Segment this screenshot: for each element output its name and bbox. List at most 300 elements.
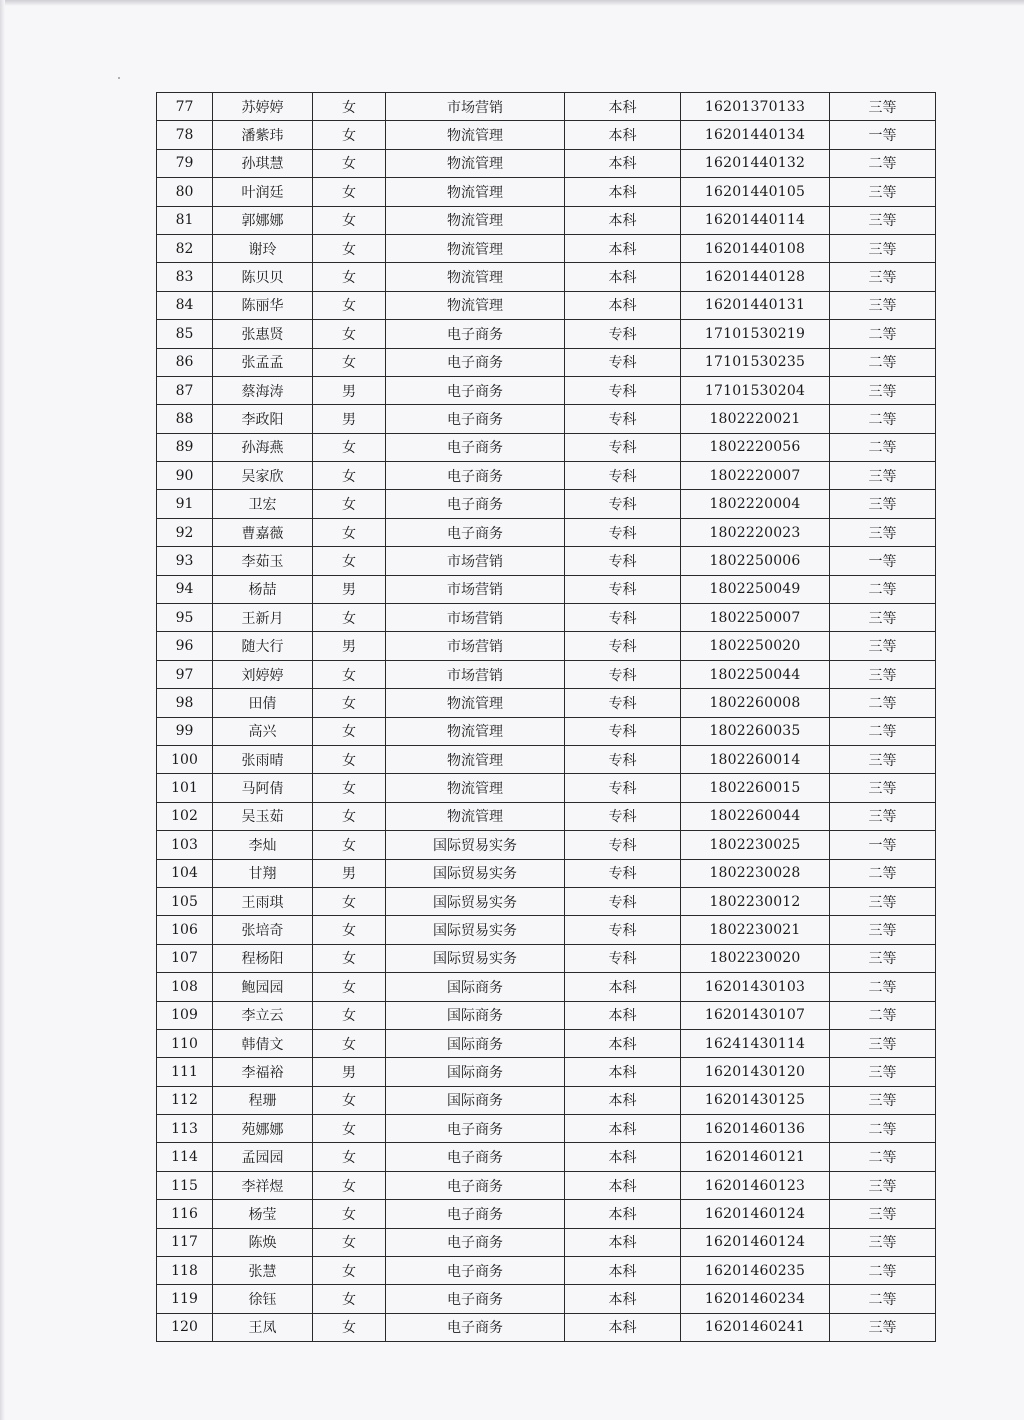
education-level-cell: 本科 — [565, 1313, 681, 1341]
award-level-cell: 三等 — [830, 604, 936, 632]
gender-cell: 女 — [313, 206, 386, 234]
student-id-cell: 1802220056 — [681, 433, 830, 461]
award-level-cell: 二等 — [830, 149, 936, 177]
education-level-cell: 本科 — [565, 1171, 681, 1199]
education-level-cell: 本科 — [565, 1001, 681, 1029]
student-id-cell: 16201460241 — [681, 1313, 830, 1341]
education-level-cell: 专科 — [565, 916, 681, 944]
major-cell: 物流管理 — [386, 291, 565, 319]
student-id-cell: 16201440132 — [681, 149, 830, 177]
education-level-cell: 专科 — [565, 944, 681, 972]
student-id-cell: 1802230021 — [681, 916, 830, 944]
row-number-cell: 85 — [157, 320, 213, 348]
award-level-cell: 二等 — [830, 1143, 936, 1171]
award-level-cell: 三等 — [830, 632, 936, 660]
student-name-cell: 孙海燕 — [213, 433, 313, 461]
gender-cell: 女 — [313, 660, 386, 688]
table-row — [157, 405, 936, 433]
student-id-cell: 1802250049 — [681, 575, 830, 603]
student-id-cell: 16201440131 — [681, 291, 830, 319]
award-level-cell: 二等 — [830, 348, 936, 376]
student-name-cell: 苑娜娜 — [213, 1115, 313, 1143]
award-level-cell: 二等 — [830, 405, 936, 433]
gender-cell: 女 — [313, 1115, 386, 1143]
major-cell: 市场营销 — [386, 632, 565, 660]
education-level-cell: 本科 — [565, 1285, 681, 1313]
table-row — [157, 149, 936, 177]
student-name-cell: 卫宏 — [213, 490, 313, 518]
row-number-cell: 92 — [157, 518, 213, 546]
gender-cell: 女 — [313, 774, 386, 802]
award-level-cell: 三等 — [830, 376, 936, 404]
major-cell: 电子商务 — [386, 1171, 565, 1199]
scan-speck — [118, 77, 120, 79]
award-level-cell: 三等 — [830, 490, 936, 518]
table-row — [157, 916, 936, 944]
award-level-cell: 三等 — [830, 745, 936, 773]
row-number-cell: 79 — [157, 149, 213, 177]
award-level-cell: 三等 — [830, 1313, 936, 1341]
student-id-cell: 1802250007 — [681, 604, 830, 632]
education-level-cell: 专科 — [565, 774, 681, 802]
education-level-cell: 专科 — [565, 887, 681, 915]
award-level-cell: 一等 — [830, 547, 936, 575]
row-number-cell: 101 — [157, 774, 213, 802]
student-name-cell: 程珊 — [213, 1086, 313, 1114]
award-level-cell: 二等 — [830, 320, 936, 348]
student-name-cell: 谢玲 — [213, 234, 313, 262]
row-number-cell: 116 — [157, 1200, 213, 1228]
student-name-cell: 李福裕 — [213, 1058, 313, 1086]
gender-cell: 女 — [313, 1228, 386, 1256]
row-number-cell: 93 — [157, 547, 213, 575]
education-level-cell: 专科 — [565, 320, 681, 348]
row-number-cell: 106 — [157, 916, 213, 944]
student-name-cell: 李灿 — [213, 831, 313, 859]
gender-cell: 女 — [313, 1086, 386, 1114]
gender-cell: 女 — [313, 121, 386, 149]
award-level-cell: 二等 — [830, 973, 936, 1001]
row-number-cell: 96 — [157, 632, 213, 660]
student-id-cell: 1802220007 — [681, 462, 830, 490]
award-level-cell: 三等 — [830, 916, 936, 944]
student-name-cell: 甘翔 — [213, 859, 313, 887]
row-number-cell: 84 — [157, 291, 213, 319]
gender-cell: 男 — [313, 405, 386, 433]
major-cell: 物流管理 — [386, 774, 565, 802]
gender-cell: 男 — [313, 376, 386, 404]
gender-cell: 女 — [313, 1171, 386, 1199]
award-level-cell: 二等 — [830, 575, 936, 603]
row-number-cell: 98 — [157, 689, 213, 717]
education-level-cell: 本科 — [565, 1058, 681, 1086]
major-cell: 电子商务 — [386, 1143, 565, 1171]
row-number-cell: 87 — [157, 376, 213, 404]
student-id-cell: 16201440128 — [681, 263, 830, 291]
row-number-cell: 104 — [157, 859, 213, 887]
education-level-cell: 专科 — [565, 859, 681, 887]
student-name-cell: 刘婷婷 — [213, 660, 313, 688]
student-id-cell: 16201440114 — [681, 206, 830, 234]
student-name-cell: 李立云 — [213, 1001, 313, 1029]
award-level-cell: 三等 — [830, 802, 936, 830]
education-level-cell: 本科 — [565, 234, 681, 262]
education-level-cell: 本科 — [565, 1200, 681, 1228]
gender-cell: 女 — [313, 518, 386, 546]
row-number-cell: 114 — [157, 1143, 213, 1171]
major-cell: 国际贸易实务 — [386, 859, 565, 887]
gender-cell: 女 — [313, 944, 386, 972]
table-row — [157, 433, 936, 461]
education-level-cell: 专科 — [565, 604, 681, 632]
gender-cell: 女 — [313, 1143, 386, 1171]
gender-cell: 女 — [313, 234, 386, 262]
gender-cell: 女 — [313, 916, 386, 944]
gender-cell: 女 — [313, 973, 386, 1001]
table-row — [157, 263, 936, 291]
table-row — [157, 660, 936, 688]
education-level-cell: 专科 — [565, 575, 681, 603]
student-name-cell: 杨喆 — [213, 575, 313, 603]
major-cell: 电子商务 — [386, 1228, 565, 1256]
award-level-cell: 三等 — [830, 234, 936, 262]
student-id-cell: 1802260008 — [681, 689, 830, 717]
table-row — [157, 547, 936, 575]
row-number-cell: 89 — [157, 433, 213, 461]
major-cell: 市场营销 — [386, 547, 565, 575]
table-row — [157, 887, 936, 915]
table-row — [157, 1171, 936, 1199]
gender-cell: 女 — [313, 604, 386, 632]
education-level-cell: 专科 — [565, 831, 681, 859]
major-cell: 国际商务 — [386, 1086, 565, 1114]
student-name-cell: 陈贝贝 — [213, 263, 313, 291]
gender-cell: 女 — [313, 462, 386, 490]
table-row — [157, 206, 936, 234]
student-id-cell: 16201460235 — [681, 1257, 830, 1285]
education-level-cell: 专科 — [565, 547, 681, 575]
table-row — [157, 1058, 936, 1086]
scan-edge-left — [0, 0, 5, 1420]
major-cell: 电子商务 — [386, 1285, 565, 1313]
major-cell: 国际贸易实务 — [386, 887, 565, 915]
education-level-cell: 专科 — [565, 405, 681, 433]
major-cell: 国际贸易实务 — [386, 916, 565, 944]
major-cell: 国际商务 — [386, 1029, 565, 1057]
student-id-cell: 16201460123 — [681, 1171, 830, 1199]
student-id-cell: 1802220023 — [681, 518, 830, 546]
student-id-cell: 1802260044 — [681, 802, 830, 830]
student-id-cell: 1802230028 — [681, 859, 830, 887]
major-cell: 物流管理 — [386, 745, 565, 773]
gender-cell: 女 — [313, 320, 386, 348]
award-level-cell: 三等 — [830, 944, 936, 972]
major-cell: 物流管理 — [386, 689, 565, 717]
student-name-cell: 潘紫玮 — [213, 121, 313, 149]
table-row — [157, 1257, 936, 1285]
student-id-cell: 16201460124 — [681, 1200, 830, 1228]
student-name-cell: 随大行 — [213, 632, 313, 660]
student-id-cell: 1802260014 — [681, 745, 830, 773]
major-cell: 物流管理 — [386, 263, 565, 291]
education-level-cell: 本科 — [565, 178, 681, 206]
major-cell: 电子商务 — [386, 518, 565, 546]
education-level-cell: 专科 — [565, 745, 681, 773]
table-row — [157, 831, 936, 859]
table-row — [157, 944, 936, 972]
row-number-cell: 86 — [157, 348, 213, 376]
award-roster-table — [156, 92, 936, 1342]
student-name-cell: 张惠贤 — [213, 320, 313, 348]
major-cell: 电子商务 — [386, 433, 565, 461]
student-name-cell: 张孟孟 — [213, 348, 313, 376]
award-level-cell: 三等 — [830, 1228, 936, 1256]
award-level-cell: 三等 — [830, 887, 936, 915]
table-row — [157, 1115, 936, 1143]
gender-cell: 女 — [313, 1313, 386, 1341]
student-name-cell: 张培奇 — [213, 916, 313, 944]
student-id-cell: 16201440134 — [681, 121, 830, 149]
student-name-cell: 蔡海涛 — [213, 376, 313, 404]
row-number-cell: 78 — [157, 121, 213, 149]
education-level-cell: 专科 — [565, 433, 681, 461]
award-level-cell: 三等 — [830, 178, 936, 206]
award-level-cell: 一等 — [830, 121, 936, 149]
student-id-cell: 17101530235 — [681, 348, 830, 376]
gender-cell: 女 — [313, 149, 386, 177]
row-number-cell: 81 — [157, 206, 213, 234]
student-id-cell: 1802230020 — [681, 944, 830, 972]
student-name-cell: 吴玉茹 — [213, 802, 313, 830]
table-row — [157, 1143, 936, 1171]
education-level-cell: 本科 — [565, 1257, 681, 1285]
gender-cell: 男 — [313, 632, 386, 660]
gender-cell: 女 — [313, 745, 386, 773]
row-number-cell: 97 — [157, 660, 213, 688]
student-id-cell: 16201460124 — [681, 1228, 830, 1256]
gender-cell: 女 — [313, 802, 386, 830]
award-level-cell: 二等 — [830, 859, 936, 887]
gender-cell: 女 — [313, 263, 386, 291]
education-level-cell: 本科 — [565, 1228, 681, 1256]
gender-cell: 女 — [313, 348, 386, 376]
row-number-cell: 113 — [157, 1115, 213, 1143]
award-level-cell: 二等 — [830, 1257, 936, 1285]
student-id-cell: 16241430114 — [681, 1029, 830, 1057]
table-row — [157, 291, 936, 319]
student-name-cell: 张雨晴 — [213, 745, 313, 773]
major-cell: 电子商务 — [386, 1257, 565, 1285]
table-row — [157, 973, 936, 1001]
table-row — [157, 859, 936, 887]
row-number-cell: 103 — [157, 831, 213, 859]
table-row — [157, 348, 936, 376]
gender-cell: 女 — [313, 93, 386, 121]
table-row — [157, 802, 936, 830]
table-row — [157, 1228, 936, 1256]
gender-cell: 男 — [313, 859, 386, 887]
gender-cell: 女 — [313, 1257, 386, 1285]
row-number-cell: 94 — [157, 575, 213, 603]
major-cell: 市场营销 — [386, 93, 565, 121]
gender-cell: 女 — [313, 717, 386, 745]
table-row — [157, 178, 936, 206]
student-id-cell: 1802230012 — [681, 887, 830, 915]
student-name-cell: 马阿倩 — [213, 774, 313, 802]
table-row — [157, 1001, 936, 1029]
education-level-cell: 本科 — [565, 1086, 681, 1114]
education-level-cell: 专科 — [565, 376, 681, 404]
row-number-cell: 120 — [157, 1313, 213, 1341]
row-number-cell: 80 — [157, 178, 213, 206]
table-row — [157, 632, 936, 660]
row-number-cell: 109 — [157, 1001, 213, 1029]
row-number-cell: 90 — [157, 462, 213, 490]
gender-cell: 女 — [313, 291, 386, 319]
table-row — [157, 234, 936, 262]
table-row — [157, 518, 936, 546]
education-level-cell: 本科 — [565, 1115, 681, 1143]
major-cell: 电子商务 — [386, 1115, 565, 1143]
table-row — [157, 1313, 936, 1341]
table-row — [157, 575, 936, 603]
major-cell: 电子商务 — [386, 490, 565, 518]
major-cell: 市场营销 — [386, 575, 565, 603]
education-level-cell: 专科 — [565, 689, 681, 717]
major-cell: 电子商务 — [386, 1313, 565, 1341]
major-cell: 物流管理 — [386, 802, 565, 830]
award-level-cell: 二等 — [830, 1001, 936, 1029]
award-level-cell: 三等 — [830, 462, 936, 490]
education-level-cell: 专科 — [565, 462, 681, 490]
row-number-cell: 102 — [157, 802, 213, 830]
table-row — [157, 1029, 936, 1057]
student-id-cell: 1802230025 — [681, 831, 830, 859]
education-level-cell: 本科 — [565, 1143, 681, 1171]
major-cell: 国际商务 — [386, 973, 565, 1001]
student-name-cell: 鲍园园 — [213, 973, 313, 1001]
education-level-cell: 专科 — [565, 660, 681, 688]
major-cell: 物流管理 — [386, 717, 565, 745]
student-name-cell: 杨莹 — [213, 1200, 313, 1228]
award-level-cell: 一等 — [830, 831, 936, 859]
scan-edge-top — [0, 0, 1024, 6]
row-number-cell: 111 — [157, 1058, 213, 1086]
student-name-cell: 叶润廷 — [213, 178, 313, 206]
education-level-cell: 本科 — [565, 149, 681, 177]
row-number-cell: 82 — [157, 234, 213, 262]
student-id-cell: 1802250044 — [681, 660, 830, 688]
award-level-cell: 三等 — [830, 1058, 936, 1086]
table-row — [157, 1285, 936, 1313]
student-name-cell: 王凤 — [213, 1313, 313, 1341]
student-name-cell: 李政阳 — [213, 405, 313, 433]
row-number-cell: 88 — [157, 405, 213, 433]
gender-cell: 女 — [313, 1200, 386, 1228]
major-cell: 国际贸易实务 — [386, 831, 565, 859]
major-cell: 物流管理 — [386, 234, 565, 262]
student-id-cell: 16201440105 — [681, 178, 830, 206]
award-level-cell: 三等 — [830, 518, 936, 546]
major-cell: 电子商务 — [386, 1200, 565, 1228]
student-name-cell: 韩倩文 — [213, 1029, 313, 1057]
education-level-cell: 本科 — [565, 1029, 681, 1057]
award-level-cell: 二等 — [830, 689, 936, 717]
award-level-cell: 三等 — [830, 291, 936, 319]
major-cell: 市场营销 — [386, 660, 565, 688]
student-id-cell: 17101530219 — [681, 320, 830, 348]
student-id-cell: 1802260015 — [681, 774, 830, 802]
award-level-cell: 三等 — [830, 774, 936, 802]
student-name-cell: 孟园园 — [213, 1143, 313, 1171]
gender-cell: 男 — [313, 1058, 386, 1086]
major-cell: 电子商务 — [386, 320, 565, 348]
gender-cell: 男 — [313, 575, 386, 603]
student-name-cell: 郭娜娜 — [213, 206, 313, 234]
education-level-cell: 本科 — [565, 263, 681, 291]
gender-cell: 女 — [313, 490, 386, 518]
student-name-cell: 王新月 — [213, 604, 313, 632]
major-cell: 电子商务 — [386, 376, 565, 404]
award-level-cell: 三等 — [830, 206, 936, 234]
student-name-cell: 陈丽华 — [213, 291, 313, 319]
student-name-cell: 李祥煜 — [213, 1171, 313, 1199]
education-level-cell: 本科 — [565, 291, 681, 319]
student-id-cell: 16201460234 — [681, 1285, 830, 1313]
education-level-cell: 本科 — [565, 973, 681, 1001]
gender-cell: 女 — [313, 547, 386, 575]
student-id-cell: 1802250020 — [681, 632, 830, 660]
table-row — [157, 376, 936, 404]
student-id-cell: 16201460121 — [681, 1143, 830, 1171]
gender-cell: 女 — [313, 1285, 386, 1313]
row-number-cell: 118 — [157, 1257, 213, 1285]
gender-cell: 女 — [313, 831, 386, 859]
award-level-cell: 二等 — [830, 1115, 936, 1143]
row-number-cell: 99 — [157, 717, 213, 745]
major-cell: 市场营销 — [386, 604, 565, 632]
student-id-cell: 16201430125 — [681, 1086, 830, 1114]
row-number-cell: 119 — [157, 1285, 213, 1313]
student-id-cell: 1802250006 — [681, 547, 830, 575]
row-number-cell: 117 — [157, 1228, 213, 1256]
student-name-cell: 陈焕 — [213, 1228, 313, 1256]
student-id-cell: 1802260035 — [681, 717, 830, 745]
student-name-cell: 孙琪慧 — [213, 149, 313, 177]
gender-cell: 女 — [313, 1029, 386, 1057]
education-level-cell: 本科 — [565, 121, 681, 149]
award-level-cell: 三等 — [830, 93, 936, 121]
major-cell: 物流管理 — [386, 149, 565, 177]
major-cell: 电子商务 — [386, 348, 565, 376]
row-number-cell: 83 — [157, 263, 213, 291]
table-row — [157, 320, 936, 348]
award-level-cell: 三等 — [830, 660, 936, 688]
education-level-cell: 专科 — [565, 717, 681, 745]
award-level-cell: 二等 — [830, 433, 936, 461]
gender-cell: 女 — [313, 178, 386, 206]
major-cell: 电子商务 — [386, 462, 565, 490]
student-id-cell: 17101530204 — [681, 376, 830, 404]
table-row — [157, 93, 936, 121]
student-id-cell: 16201430107 — [681, 1001, 830, 1029]
award-level-cell: 三等 — [830, 1171, 936, 1199]
table-row — [157, 745, 936, 773]
major-cell: 物流管理 — [386, 206, 565, 234]
row-number-cell: 105 — [157, 887, 213, 915]
education-level-cell: 专科 — [565, 490, 681, 518]
row-number-cell: 107 — [157, 944, 213, 972]
